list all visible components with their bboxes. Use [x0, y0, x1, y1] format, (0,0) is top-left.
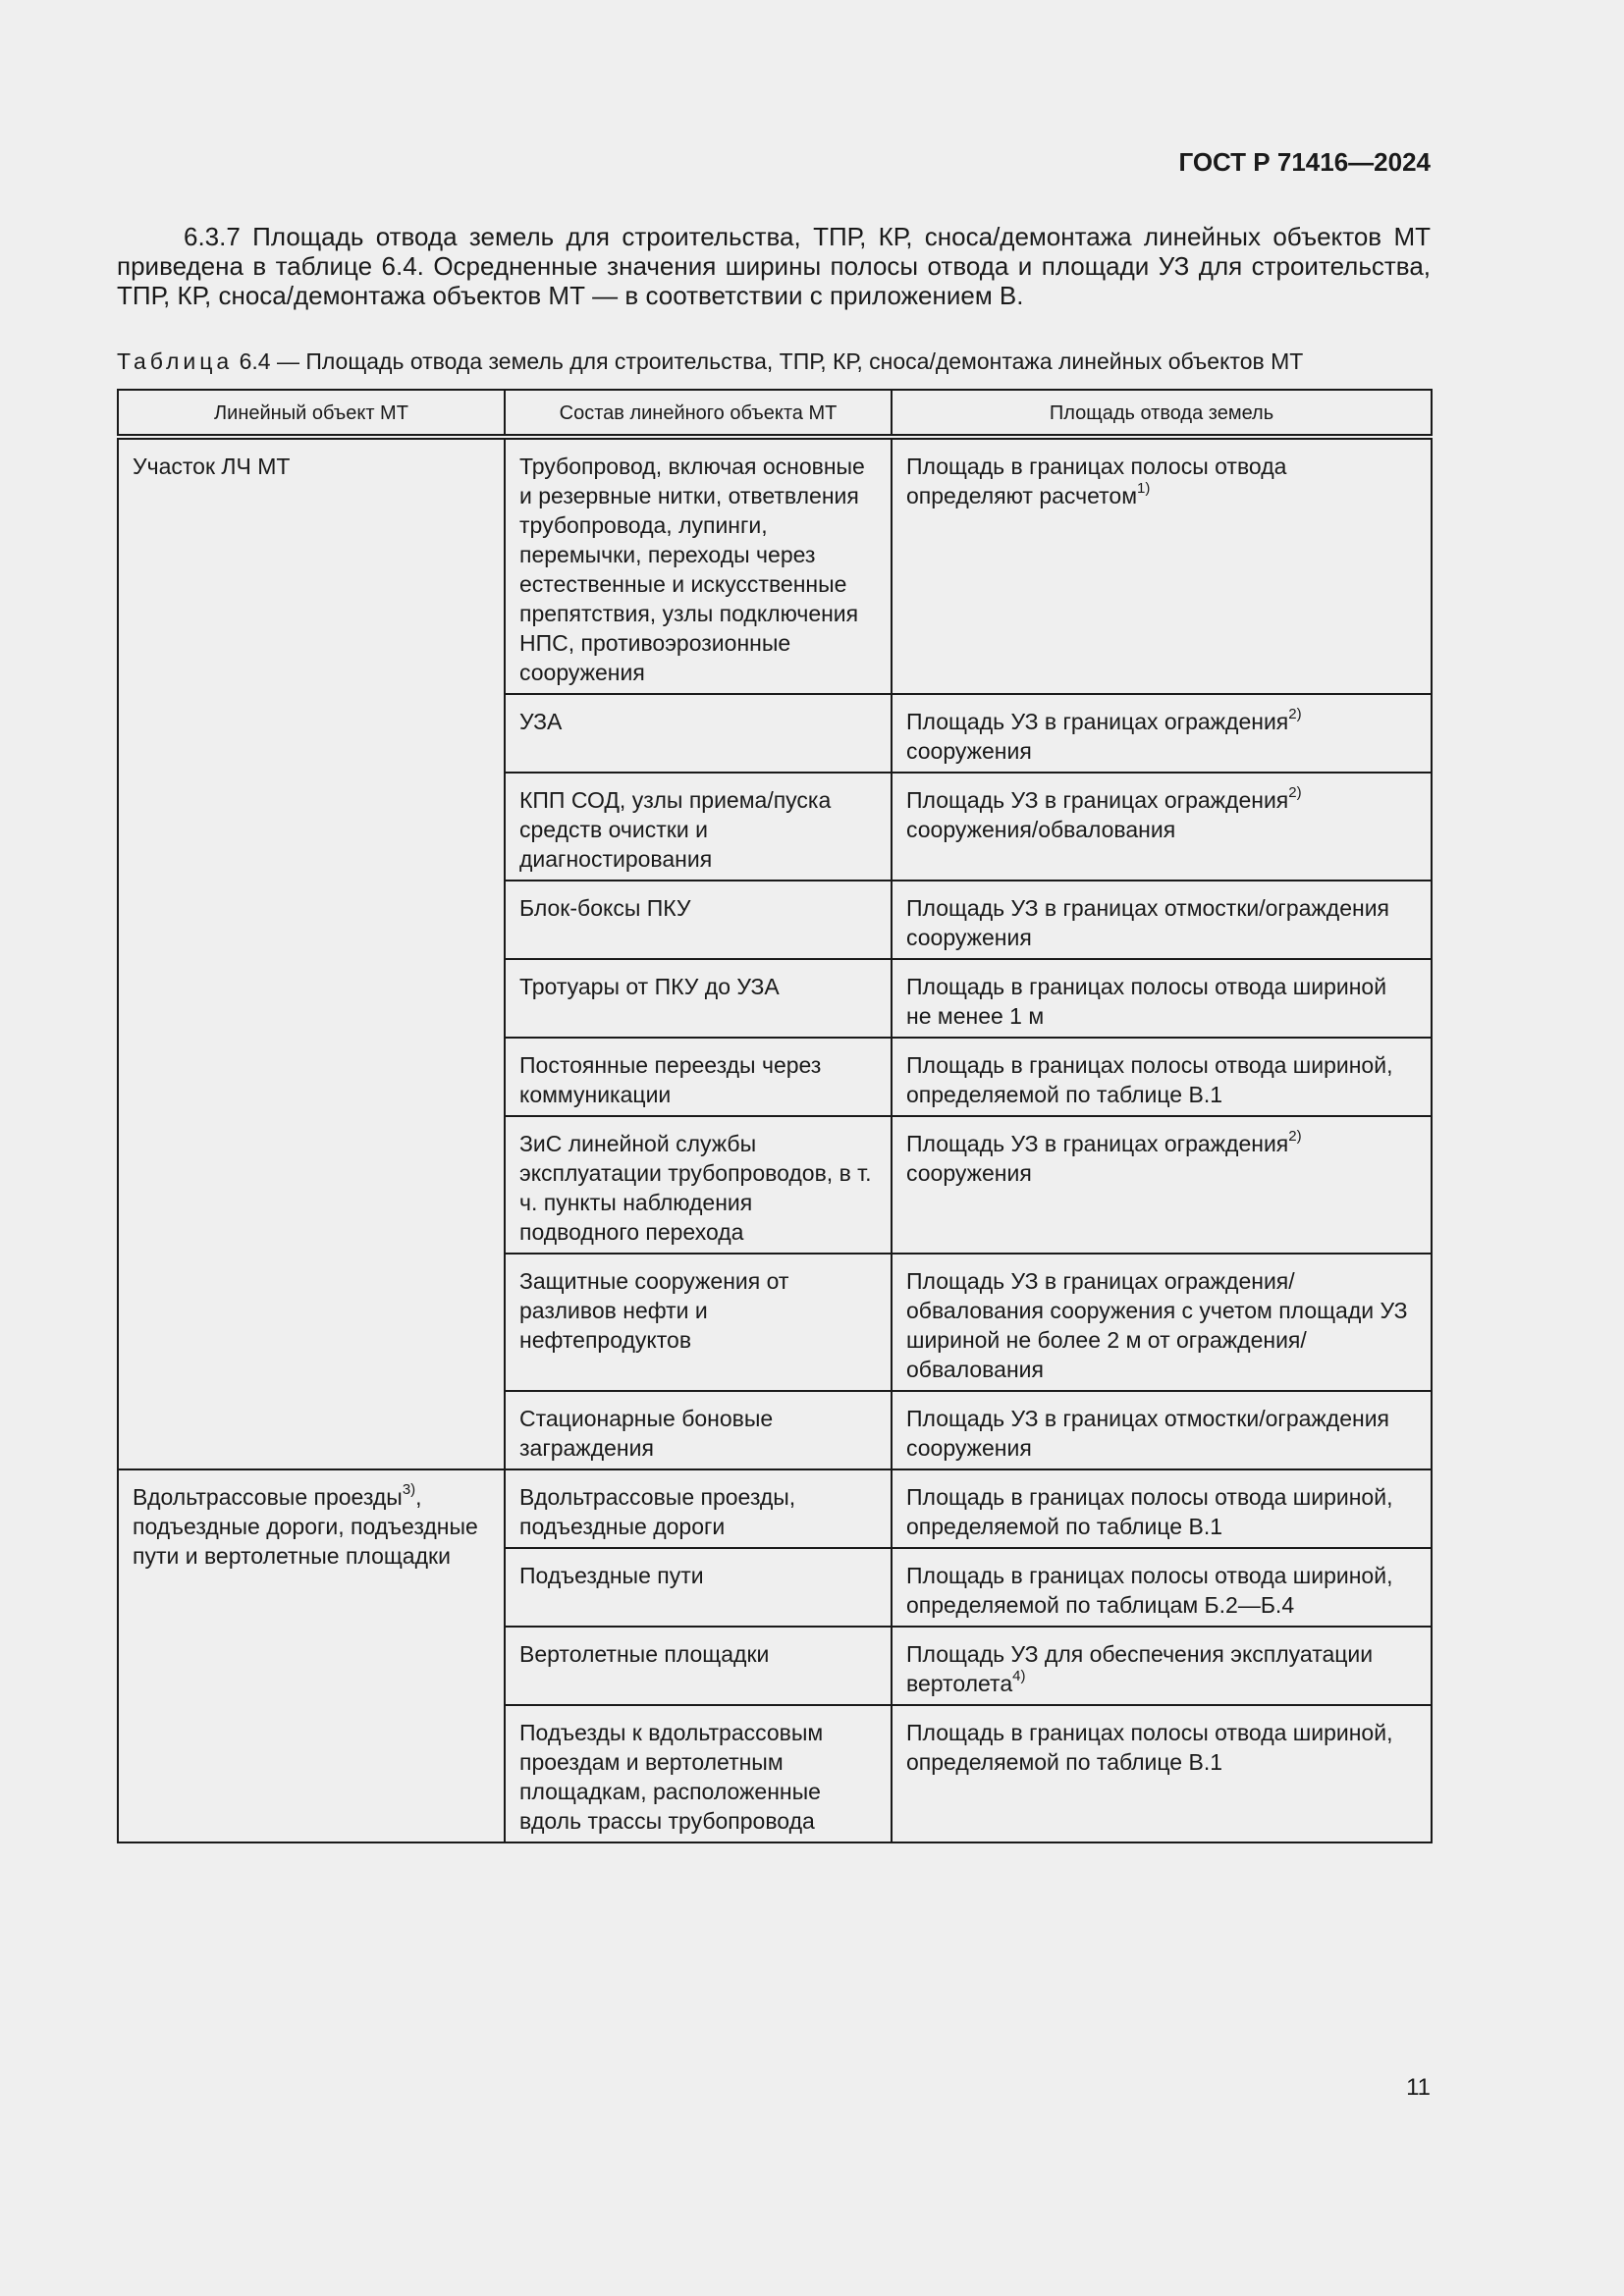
- table-caption-label: Таблица: [117, 348, 234, 374]
- page-number: 11: [1406, 2074, 1431, 2101]
- allocation-area-text-rest: сооружения/обвалования: [906, 817, 1176, 842]
- table-caption: [117, 347, 1433, 375]
- land-allocation-table: [117, 389, 1433, 1843]
- composition-cell: КПП СОД, узлы приема/пуска средств очистки и диагностирования: [505, 773, 892, 881]
- allocation-area-cell: [892, 694, 1432, 773]
- footnote-ref: 4): [1012, 1668, 1026, 1685]
- composition-cell: Подъездные пути: [505, 1548, 892, 1627]
- intro-paragraph: 6.3.7 Площадь отвода земель для строительства, ТПР, КР, сноса/демонтажа линейных объектов МТ приведена в таблице 6.4. Осредненные значения ширины полосы отвода и площади УЗ для строительства, ТПР, КР, сноса/демонтажа объектов МТ — в соответствии с приложением В.: [117, 222, 1431, 310]
- allocation-area-text-rest: сооружения: [906, 1160, 1032, 1186]
- allocation-area-cell: [892, 1548, 1432, 1627]
- allocation-area-text: Площадь УЗ в границах ограждения: [906, 1131, 1289, 1156]
- allocation-area-cell: [892, 437, 1432, 694]
- table-caption-text: 6.4 — Площадь отвода земель для строительства, ТПР, КР, сноса/демонтажа линейных объектов МТ: [239, 348, 1304, 374]
- composition-cell: Стационарные боновые заграждения: [505, 1391, 892, 1469]
- footnote-ref: 2): [1288, 706, 1302, 723]
- allocation-area-cell: [892, 1116, 1432, 1254]
- linear-object-cell: [118, 437, 505, 1469]
- allocation-area-cell: [892, 1254, 1432, 1391]
- allocation-area-text: Площадь УЗ для обеспечения эксплуатации вертолета: [906, 1641, 1374, 1696]
- table-row: [118, 1469, 1432, 1548]
- table-body: [118, 437, 1432, 1842]
- allocation-area-text: Площадь в границах полосы отвода шириной, определяемой по таблице В.1: [906, 1720, 1393, 1775]
- allocation-area-cell: [892, 1705, 1432, 1842]
- composition-cell: Вертолетные площадки: [505, 1627, 892, 1705]
- allocation-area-text: Площадь в границах полосы отвода определяют расчетом: [906, 454, 1287, 508]
- footnote-ref: 1): [1137, 480, 1151, 498]
- composition-cell: Защитные сооружения от разливов нефти и нефтепродуктов: [505, 1254, 892, 1391]
- allocation-area-cell: [892, 773, 1432, 881]
- allocation-area-text: Площадь в границах полосы отвода шириной, определяемой по таблице В.1: [906, 1484, 1393, 1539]
- allocation-area-text: Площадь УЗ в границах отмостки/ограждения сооружения: [906, 895, 1390, 950]
- composition-cell: Блок-боксы ПКУ: [505, 881, 892, 959]
- allocation-area-text: Площадь УЗ в границах ограждения: [906, 787, 1289, 813]
- footnote-ref: 2): [1288, 1128, 1302, 1146]
- allocation-area-cell: [892, 959, 1432, 1038]
- composition-cell: Трубопровод, включая основные и резервные нитки, ответвления трубопровода, лупинги, перемычки, переходы через естественные и искусственные препятствия, узлы подключения НПС, противоэрозионные сооружения: [505, 437, 892, 694]
- composition-cell: УЗА: [505, 694, 892, 773]
- allocation-area-cell: [892, 1627, 1432, 1705]
- table-header-row: [118, 390, 1432, 437]
- allocation-area-text: Площадь в границах полосы отвода шириной, определяемой по таблицам Б.2—Б.4: [906, 1563, 1393, 1618]
- table-row: [118, 437, 1432, 694]
- composition-cell: Постоянные переезды через коммуникации: [505, 1038, 892, 1116]
- allocation-area-text: Площадь в границах полосы отвода шириной не менее 1 м: [906, 974, 1387, 1029]
- composition-cell: Тротуары от ПКУ до УЗА: [505, 959, 892, 1038]
- allocation-area-text: Площадь в границах полосы отвода шириной, определяемой по таблице В.1: [906, 1052, 1393, 1107]
- linear-object-name: Вдольтрассовые проезды: [133, 1484, 403, 1510]
- header-composition: Состав линейного объекта МТ: [505, 390, 892, 437]
- footnote-ref: 2): [1288, 784, 1302, 802]
- composition-cell: Подъезды к вдольтрассовым проездам и вертолетным площадкам, расположенные вдоль трассы трубопровода: [505, 1705, 892, 1842]
- linear-object-name: Участок ЛЧ МТ: [133, 454, 291, 479]
- allocation-area-text: Площадь УЗ в границах ограждения: [906, 709, 1289, 734]
- allocation-area-text: Площадь УЗ в границах отмостки/ограждения сооружения: [906, 1406, 1390, 1461]
- allocation-area-cell: [892, 881, 1432, 959]
- linear-object-name-rest: , подъездные дороги, подъездные пути и вертолетные площадки: [133, 1484, 478, 1569]
- header-allocation-area: Площадь отвода земель: [892, 390, 1432, 437]
- standard-code-header: ГОСТ Р 71416—2024: [1178, 147, 1431, 177]
- composition-cell: Вдольтрассовые проезды, подъездные дороги: [505, 1469, 892, 1548]
- linear-object-cell: [118, 1469, 505, 1842]
- header-linear-object: Линейный объект МТ: [118, 390, 505, 437]
- allocation-area-text-rest: сооружения: [906, 738, 1032, 764]
- allocation-area-cell: [892, 1038, 1432, 1116]
- allocation-area-cell: [892, 1391, 1432, 1469]
- footnote-ref: 3): [402, 1481, 416, 1499]
- allocation-area-cell: [892, 1469, 1432, 1548]
- allocation-area-text: Площадь УЗ в границах ограждения/обвалования сооружения с учетом площади УЗ шириной не более 2 м от ограждения/обвалования: [906, 1268, 1408, 1382]
- composition-cell: ЗиС линейной службы эксплуатации трубопроводов, в т. ч. пункты наблюдения подводного перехода: [505, 1116, 892, 1254]
